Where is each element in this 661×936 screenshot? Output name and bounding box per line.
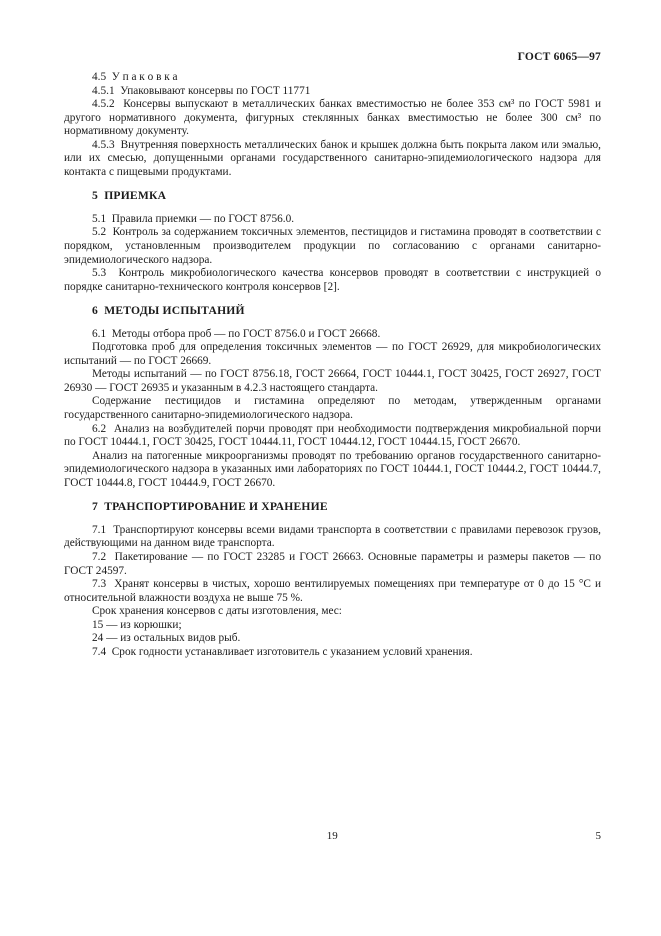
clause-7-2: 7.2 Пакетирование — по ГОСТ 23285 и ГОСТ 26663. Основные параметры и размеры пакетов — по ГОСТ 24597.: [64, 550, 601, 577]
clause-6-1: 6.1 Методы отбора проб — по ГОСТ 8756.0 и ГОСТ 26668.: [92, 327, 381, 340]
clause-6-1-methods: Методы испытаний — по ГОСТ 8756.18, ГОСТ 26664, ГОСТ 10444.1, ГОСТ 30425, ГОСТ 26927, ГОСТ 26930 — ГОСТ 26935 и указанным в 4.2.3 настоящего стандарта.: [64, 368, 601, 394]
clause-6-1-pesticides: Содержание пестицидов и гистамина определяют по методам, утвержденным органами государственного санитарно-эпидемиологического надзора.: [64, 395, 601, 422]
clause-7-3: 7.3 Хранят консервы в чистых, хорошо вентилируемых помещениях при температуре от 0 до 15 °С и относительной влажности воздуха не выше 75 %.: [64, 578, 601, 604]
clause-6-2: 6.2 Анализ на возбудителей порчи проводят при необходимости подтверждения микробиальной порчи по ГОСТ 10444.1, ГОСТ 30425, ГОСТ 10444.11, ГОСТ 10444.12, ГОСТ 10444.15, ГОСТ 26670.: [64, 422, 601, 449]
section-7-heading: 7 ТРАНСПОРТИРОВАНИЕ И ХРАНЕНИЕ: [92, 500, 328, 514]
section-6-heading: 6 МЕТОДЫ ИСПЫТАНИЙ: [92, 304, 245, 318]
clause-4-5-3: 4.5.3 Внутренняя поверхность металлических банок и крышек должна быть покрыта лаком или эмалью, или их смесью, допущенными органами государственного санитарно-эпидемиологического надзора для контакта с пищевыми продуктами.: [64, 138, 601, 178]
clause-5-3: 5.3 Контроль микробиологического качества консервов проводят в соответствии с инструкцией о порядке санитарно-технического контроля консервов [2].: [64, 267, 601, 293]
document-body: [64, 71, 601, 659]
clause-7-1: 7.1 Транспортируют консервы всеми видами транспорта в соответствии с правилами перевозок грузов, действующими на данном виде транспорта.: [64, 523, 601, 550]
footer-number-center: 19: [326, 830, 338, 842]
clause-4-5-1: 4.5.1 Упаковывают консервы по ГОСТ 11771: [92, 84, 311, 97]
page-footer: [64, 830, 601, 846]
clause-4-5-2: 4.5.2 Консервы выпускают в металлических банках вместимостью не более 353 см³ по ГОСТ 5981 и другого нормативного документа, фигурных стеклянных банках вместимостью не более 300 см³ по нормативному документу.: [64, 98, 601, 138]
clause-4-5-title: 4.5 У п а к о в к а: [92, 71, 178, 83]
standard-number-header: ГОСТ 6065—97: [517, 51, 601, 63]
clause-6-2-pathogens: Анализ на патогенные микроорганизмы проводят по требованию органов государственного санитарно-эпидемиологического надзора в указанных ими лабораториях по ГОСТ 10444.1, ГОСТ 10444.2, ГОСТ 10444.7, ГОСТ 10444.8, ГОСТ 10444.9, ГОСТ 26670.: [64, 449, 601, 489]
clause-7-4: 7.4 Срок годности устанавливает изготовитель с указанием условий хранения.: [92, 645, 473, 658]
clause-5-1: 5.1 Правила приемки — по ГОСТ 8756.0.: [92, 212, 295, 225]
clause-7-3-shelf-life-intro: Срок хранения консервов с даты изготовления, мес:: [92, 605, 342, 618]
shelf-life-item-other-fish: 24 — из остальных видов рыб.: [92, 632, 241, 645]
footer-page-number: 5: [595, 830, 601, 842]
clause-5-2: 5.2 Контроль за содержанием токсичных элементов, пестицидов и гистамина проводят в соответствии с порядком, установленным производителем продукции по согласованию с органами санитарно-эпидемиологического надзора.: [64, 226, 601, 266]
section-5-heading: 5 ПРИЕМКА: [92, 189, 167, 203]
clause-6-1-sampling: Подготовка проб для определения токсичных элементов — по ГОСТ 26929, для микробиологических испытаний — по ГОСТ 26669.: [64, 341, 601, 367]
shelf-life-item-smelt: 15 — из корюшки;: [92, 618, 182, 631]
